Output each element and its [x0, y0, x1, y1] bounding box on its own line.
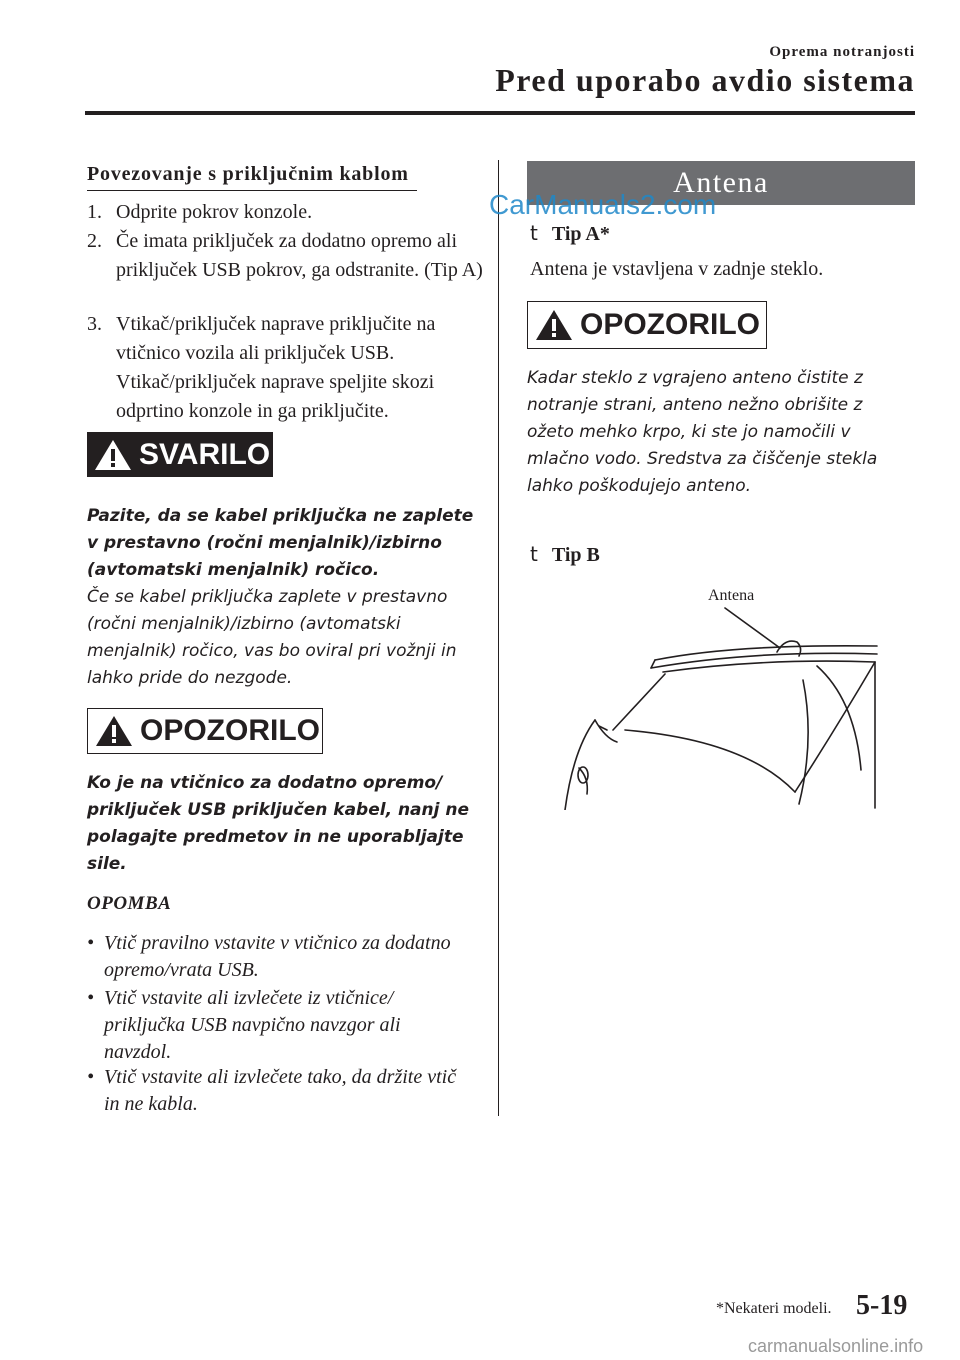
- opozorilo-label: OPOZORILO: [140, 714, 320, 747]
- warning-icon: [93, 438, 133, 472]
- opozorilo-badge: [87, 708, 323, 754]
- step-1: [87, 198, 487, 228]
- note-item-text: Vtič pravilno vstavite v vtičnico za dodatno opremo/vrata USB.: [104, 932, 451, 981]
- opozorilo-badge: [527, 301, 767, 349]
- watermark: CarManuals2.com: [489, 189, 717, 220]
- tip-b-heading: [530, 542, 600, 567]
- bullet-icon: •: [87, 932, 95, 954]
- svarilo-text: Če se kabel priključka zaplete v prestavno (ročni menjalnik)/izbirno (avtomatski menjalnik) ročico, vas bo oviral pri vožnji in lahko pride do nezgode.: [87, 587, 457, 688]
- step-text: Če imata priključek za dodatno opremo ali priključek USB pokrov, ga odstranite. (Tip A): [116, 230, 483, 281]
- column-divider: [498, 160, 499, 1116]
- note-item: [87, 985, 477, 1069]
- svarilo-badge: [87, 432, 273, 477]
- step-number: 3.: [87, 313, 102, 335]
- bullet-icon: •: [87, 1066, 95, 1088]
- note-heading: OPOMBA: [87, 893, 172, 914]
- tip-b-label: Tip B: [551, 544, 600, 566]
- footnote: *Nekateri modeli.: [716, 1300, 832, 1317]
- svarilo-label: SVARILO: [139, 437, 271, 471]
- tip-a-heading: [530, 221, 610, 246]
- step-text: Vtikač/priključek naprave priključite na vtičnico vozila ali priključek USB. Vtikač/priključek naprave speljite skozi odprtino konzole in ga priključite.: [116, 313, 436, 422]
- note-item-text: Vtič vstavite ali izvlečete iz vtičnice/ priključka USB navpično navzgor ali navzdol.: [104, 987, 401, 1063]
- step-2: [87, 227, 487, 317]
- step-number: 1.: [87, 201, 102, 223]
- warning-icon: [94, 714, 134, 748]
- opozorilo-text: Kadar steklo z vgrajeno anteno čistite z notranje strani, anteno nežno obrišite z ožeto mehko krpo, ki ste jo namočili v mlačno vodo. Sredstva za čiščenje stekla lahko poškodujejo anteno.: [527, 368, 878, 496]
- tip-a-label: Tip A*: [551, 223, 610, 245]
- section-marker-icon: t: [530, 221, 538, 245]
- section-heading: Povezovanje s priključnim kablom: [87, 163, 417, 191]
- step-number: 2.: [87, 230, 102, 252]
- page-number: 5-19: [856, 1290, 908, 1321]
- section-marker-icon: t: [530, 542, 538, 566]
- step-text: Odprite pokrov konzole.: [116, 201, 313, 223]
- footer-watermark: carmanualsonline.info: [748, 1336, 924, 1356]
- opozorilo-text: Ko je na vtičnico za dodatno opremo/ priključek USB priključen kabel, nanj ne polagajte predmetov in ne uporabljajte sile.: [87, 773, 470, 874]
- warning-icon: [534, 308, 574, 342]
- figure-label: Antena: [708, 587, 755, 604]
- step-3: [87, 310, 487, 426]
- page-title: Pred uporabo avdio sistema: [495, 62, 915, 98]
- svarilo-bold-text: Pazite, da se kabel priključka ne zaplete v prestavno (ročni menjalnik)/izbirno (avtomatski menjalnik) ročico.: [87, 506, 474, 580]
- opozorilo-label: OPOZORILO: [580, 308, 760, 341]
- antena-description: Antena je vstavljena v zadnje steklo.: [530, 258, 824, 280]
- header-rule: [85, 111, 915, 115]
- header-section: Oprema notranjosti: [769, 44, 915, 60]
- rear-window-antenna-illustration: [555, 580, 885, 810]
- note-item: [87, 1064, 477, 1120]
- note-item-text: Vtič vstavite ali izvlečete tako, da držite vtič in ne kabla.: [104, 1066, 457, 1115]
- bullet-icon: •: [87, 987, 95, 1009]
- antena-section-title: Antena: [527, 161, 915, 205]
- note-item: [87, 930, 477, 986]
